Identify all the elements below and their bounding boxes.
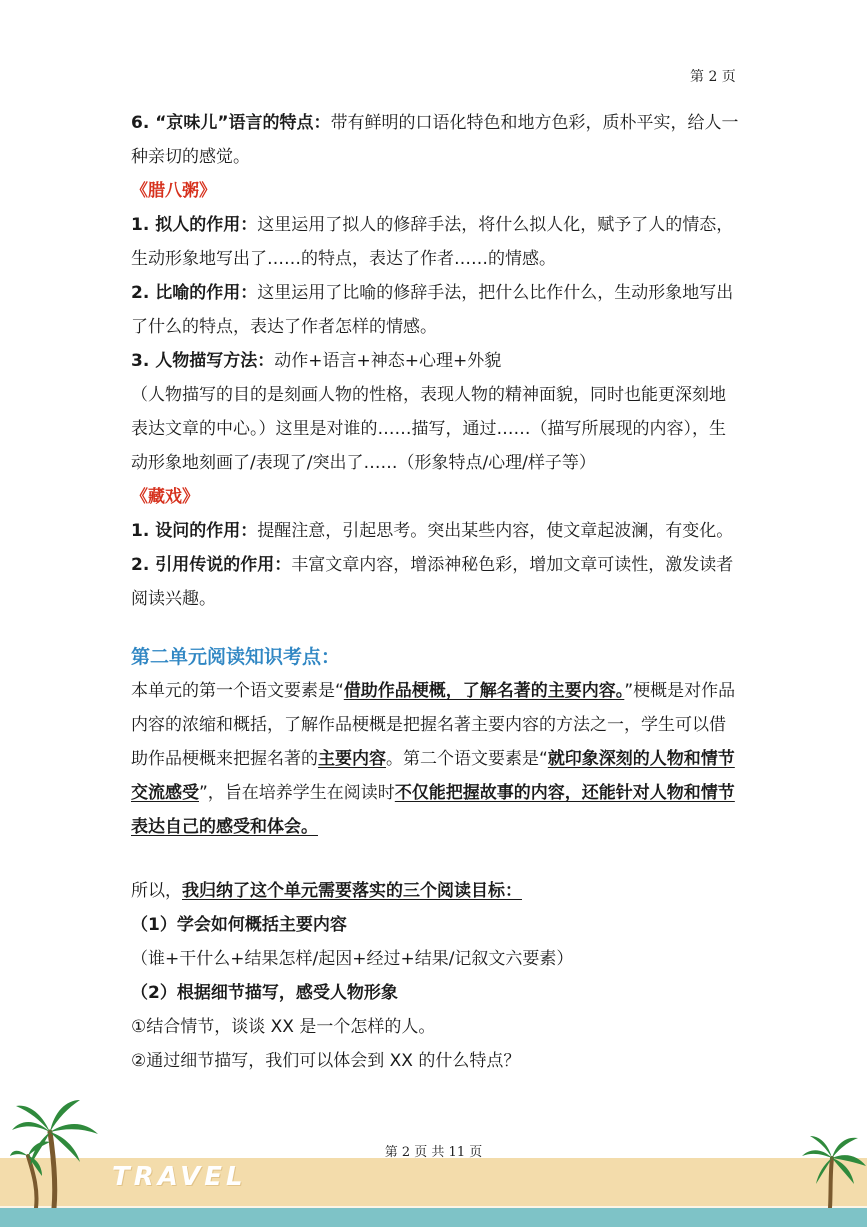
labazhou-item-2 xyxy=(131,276,741,344)
goal-1: （1）学会如何概括主要内容 xyxy=(131,915,347,935)
labazhou-item-3 xyxy=(131,344,741,378)
footer-sea-band xyxy=(0,1208,867,1227)
spacer xyxy=(131,844,741,874)
travel-banner-text: TRAVEL xyxy=(112,1162,247,1192)
unit-2-p1-text-e: 。第二个语文要素是“ xyxy=(386,749,548,769)
palm-tree-left-icon xyxy=(10,1090,110,1208)
unit-2-p1-text-a: 本单元的第一个语文要素是“ xyxy=(131,681,344,701)
cangxi-item-2-text: 丰富文章内容，增添神秘色彩，增加文章可读性，激发读者阅读兴趣。 xyxy=(131,555,734,609)
unit-2-paragraph-1 xyxy=(131,674,741,844)
palm-tree-right-icon xyxy=(800,1130,867,1208)
unit-2-heading: 第二单元阅读知识考点： xyxy=(131,646,341,668)
cangxi-item-1-text: 提醒注意，引起思考。突出某些内容，使文章起波澜，有变化。 xyxy=(257,521,734,541)
unit-2-p1-emphasis-f: 就印象深刻的人物和情节交流感受 xyxy=(131,749,735,803)
unit-2-p1-text-c: ”梗概是对作品内容的浓缩和概括，了解作品梗概是把握名著主要内容的方法之一，学生可以借助作品梗概来把握名著的 xyxy=(131,681,736,769)
cangxi-item-1 xyxy=(131,514,741,548)
labazhou-item-1-text: 这里运用了拟人的修辞手法，将什么拟人化，赋予了人的情态，生动形象地写出了……的特点，表达了作者……的情感。 xyxy=(131,215,734,269)
labazhou-item-3-label: 3. 人物描写方法： xyxy=(131,351,275,371)
question-2: ②通过细节描写，我们可以体会到 XX 的什么特点？ xyxy=(131,1051,521,1071)
unit-2-p2-emphasis: 我归纳了这个单元需要落实的三个阅读目标： xyxy=(182,881,522,901)
labazhou-item-1 xyxy=(131,208,741,276)
unit-2-paragraph-2 xyxy=(131,874,741,908)
labazhou-item-2-label: 2. 比喻的作用： xyxy=(131,283,258,303)
labazhou-item-3-text: 动作+语言+神态+心理+外貌 xyxy=(274,351,502,371)
unit-2-p1-emphasis-h: 不仅能把握故事的内容，还能针对人物和情节表达自己的感受和体会。 xyxy=(131,783,735,837)
unit-2-p1-emphasis-d: 主要内容 xyxy=(318,749,386,769)
cangxi-item-1-label: 1. 设问的作用： xyxy=(131,521,258,541)
labazhou-item-1-label: 1. 拟人的作用： xyxy=(131,215,258,235)
header-page-number: 第 2 页 xyxy=(690,69,736,85)
footer-page-info: 第 2 页 共 11 页 xyxy=(384,1145,483,1160)
unit-2-p1-emphasis-b: 借助作品梗概，了解名著的主要内容。 xyxy=(343,681,625,701)
section-title-cangxi: 《藏戏》 xyxy=(131,487,199,507)
cangxi-item-2 xyxy=(131,548,741,616)
unit-2-p1-text-g: ”，旨在培养学生在阅读时 xyxy=(199,783,395,803)
labazhou-item-2-text: 这里运用了比喻的修辞手法，把什么比作什么，生动形象地写出了什么的特点，表达了作者怎样的情感。 xyxy=(131,283,734,337)
unit-2-p2-text-a: 所以， xyxy=(131,881,182,901)
document-body xyxy=(131,106,741,1078)
goal-1-note: （谁+干什么+结果怎样/起因+经过+结果/记叙文六要素） xyxy=(131,949,574,969)
item-6-text: 带有鲜明的口语化特色和地方色彩，质朴平实，给人一种亲切的感觉。 xyxy=(131,113,739,167)
spacer xyxy=(131,616,741,640)
cangxi-item-2-label: 2. 引用传说的作用： xyxy=(131,555,292,575)
question-1: ①结合情节，谈谈 XX 是一个怎样的人。 xyxy=(131,1017,436,1037)
item-6 xyxy=(131,106,741,174)
goal-2: （2）根据细节描写，感受人物形象 xyxy=(131,983,398,1003)
labazhou-item-3-note: （人物描写的目的是刻画人物的性格，表现人物的精神面貌，同时也能更深刻地表达文章的中心。）这里是对谁的……描写，通过……（描写所展现的内容），生动形象地刻画了/表现了/突出了……（形象特点/心理/样子等） xyxy=(131,385,726,473)
item-6-label: 6. “京味儿”语言的特点： xyxy=(131,113,331,133)
section-title-labazhou: 《腊八粥》 xyxy=(131,181,216,201)
